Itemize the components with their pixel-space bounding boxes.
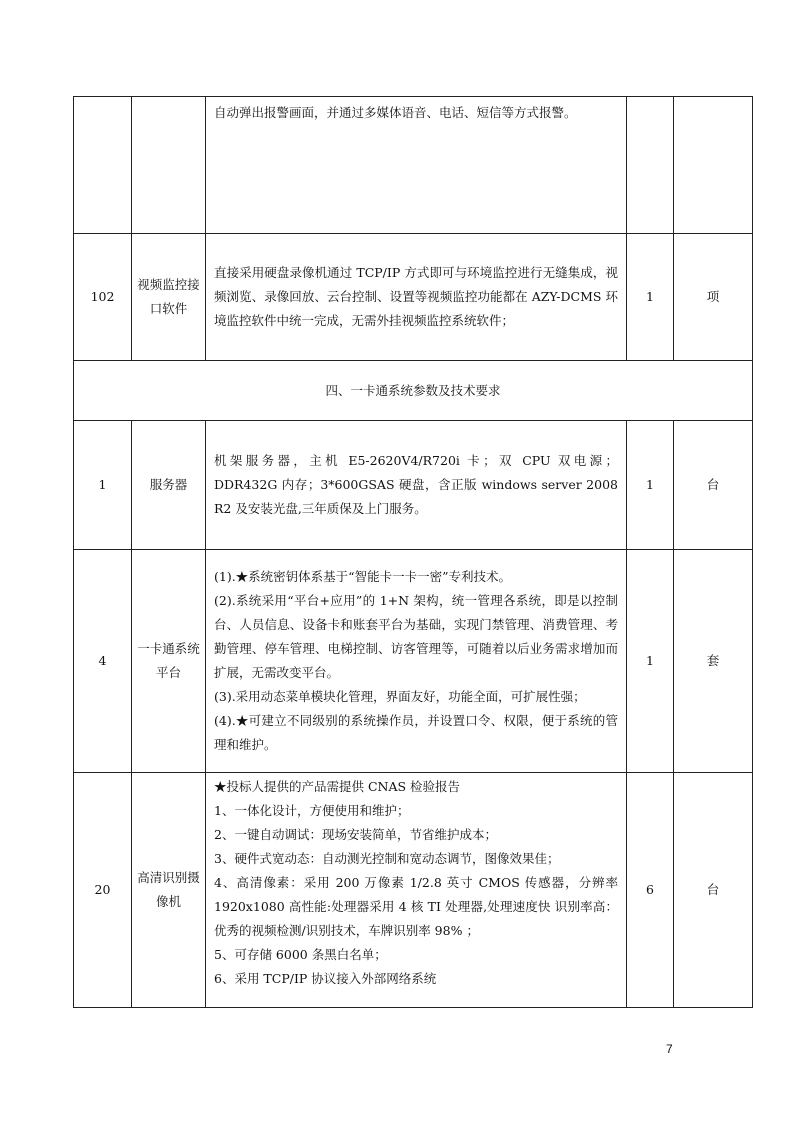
row-qty: 1: [627, 550, 674, 773]
row-desc: ★投标人提供的产品需提供 CNAS 检验报告 1、一体化设计，方便使用和维护； 2、一键自动调试：现场安装简单，节省维护成本； 3、硬件式宽动态：自动测光控制和宽动态调节，图像效果佳； 4、高清像素：采用 200 万像素 1/2.8 英寸 CMOS 传感器，分辨率 1920x1080 高性能:处理器采用 4 核 TI 处理器,处理速度快 识别率高：优秀的视频检测/识别技术，车牌识别率 98% ； 5、可存储 6000 条黑白名单； 6、采用 TCP/IP 协议接入外部网络系统: [206, 773, 627, 1008]
row-qty: 1: [627, 234, 674, 361]
row-qty: [627, 97, 674, 234]
row-name: 一卡通系统平台: [132, 550, 206, 773]
table-row: [74, 421, 753, 550]
row-qty: 6: [627, 773, 674, 1008]
row-desc: 直接采用硬盘录像机通过 TCP/IP 方式即可与环境监控进行无缝集成，视频浏览、录像回放、云台控制、设置等视频监控功能都在 AZY-DCMS 环境监控软件中统一完成，无需外挂视频监控系统软件；: [206, 234, 627, 361]
page-number: 7: [666, 1042, 673, 1056]
row-no: 102: [74, 234, 132, 361]
row-name: [132, 97, 206, 234]
row-desc: 机架服务器，主机 E5-2620V4/R720i 卡；双 CPU 双电源；DDR432G 内存；3*600GSAS 硬盘，含正版 windows server 2008 R2 及安装光盘,三年质保及上门服务。: [206, 421, 627, 550]
row-qty: 1: [627, 421, 674, 550]
section-title: 四、一卡通系统参数及技术要求: [74, 361, 753, 421]
row-unit: 台: [674, 421, 753, 550]
row-name: 高清识别摄像机: [132, 773, 206, 1008]
table-row: [74, 97, 753, 234]
row-unit: 项: [674, 234, 753, 361]
row-unit: [674, 97, 753, 234]
spec-table: [73, 96, 753, 1008]
row-no: [74, 97, 132, 234]
row-unit: 台: [674, 773, 753, 1008]
row-no: 20: [74, 773, 132, 1008]
section-row: [74, 361, 753, 421]
row-name: 视频监控接口软件: [132, 234, 206, 361]
table-row: [74, 550, 753, 773]
row-no: 1: [74, 421, 132, 550]
row-unit: 套: [674, 550, 753, 773]
row-name: 服务器: [132, 421, 206, 550]
table-row: [74, 773, 753, 1008]
row-desc: 自动弹出报警画面，并通过多媒体语音、电话、短信等方式报警。: [206, 97, 627, 234]
table-row: [74, 234, 753, 361]
row-desc: (1).★系统密钥体系基于“智能卡一卡一密”专利技术。 (2).系统采用“平台+应用”的 1+N 架构，统一管理各系统，即是以控制台、人员信息、设备卡和账套平台为基础，实现门禁管理、消费管理、考勤管理、停车管理、电梯控制、访客管理等，可随着以后业务需求增加而扩展，无需改变平台。 (3).采用动态菜单模块化管理，界面友好，功能全面，可扩展性强； (4).★可建立不同级别的系统操作员，并设置口令、权限，便于系统的管理和维护。: [206, 550, 627, 773]
row-no: 4: [74, 550, 132, 773]
